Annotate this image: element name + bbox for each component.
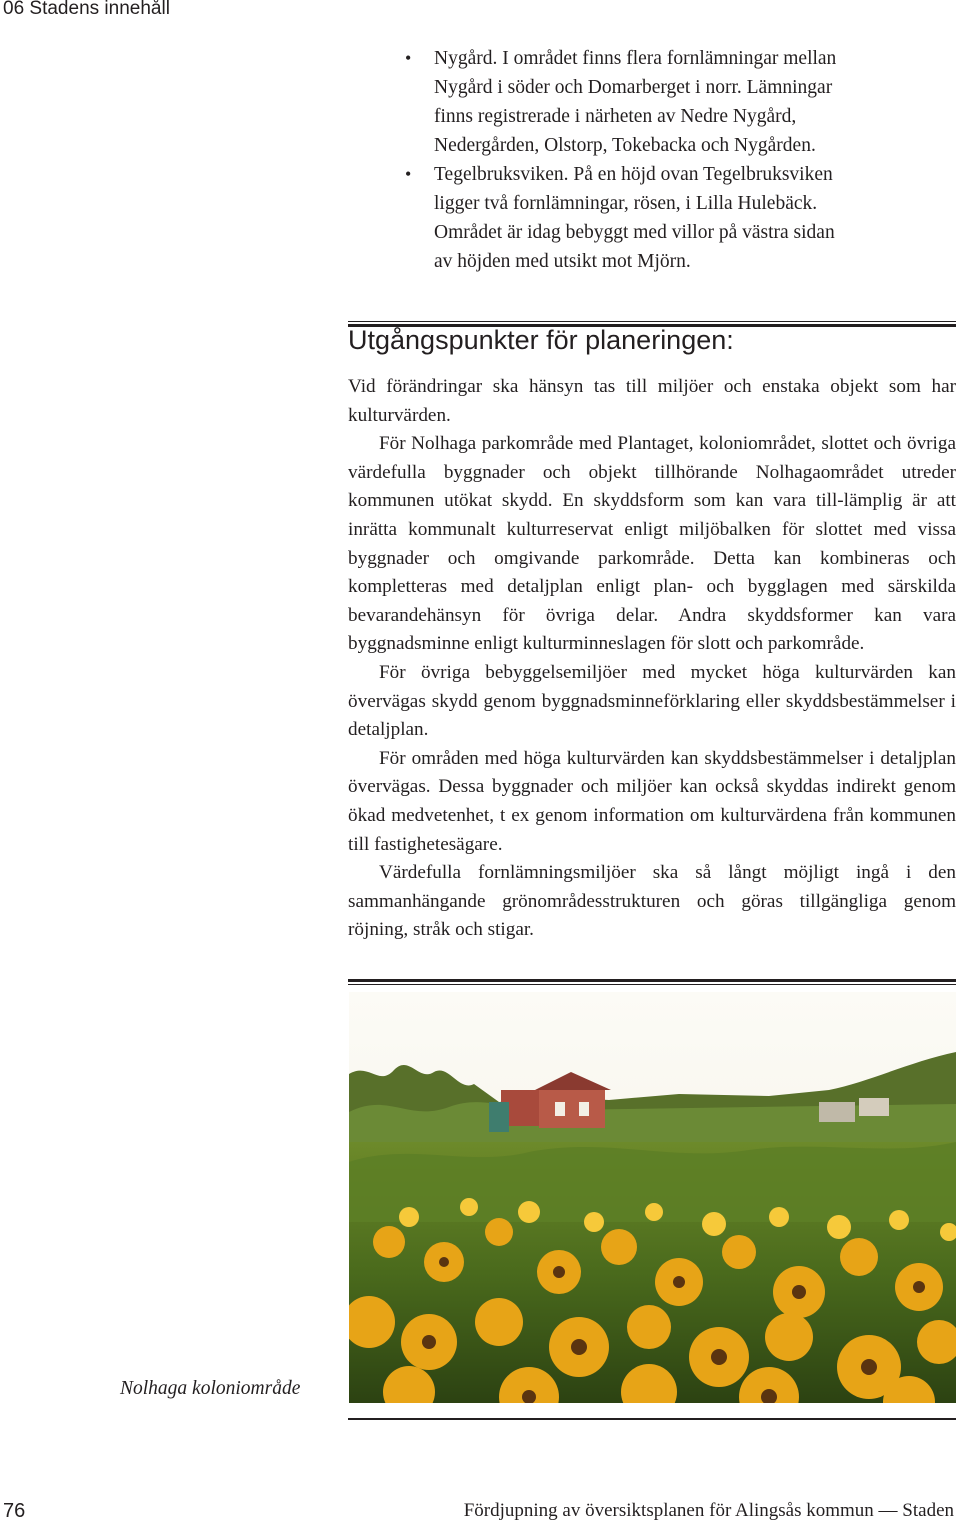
body-text bbox=[348, 373, 956, 945]
paragraph: Vid förändringar ska hänsyn tas till miljöer och enstaka objekt som har kulturvärden. bbox=[348, 376, 956, 426]
paragraph: Värdefulla fornlämningsmiljöer ska så långt möjligt ingå i den sammanhängande grönområdesstrukturen och göras tillgängliga genom röjning, stråk och stigar. bbox=[348, 862, 956, 941]
bullet-line: Tegelbruksviken. På en höjd ovan Tegelbruksviken bbox=[434, 164, 833, 185]
garden-photo bbox=[349, 992, 956, 1403]
section-bottom-divider bbox=[348, 979, 956, 985]
bullet-line: av höjden med utsikt mot Mjörn. bbox=[434, 251, 691, 272]
list-item bbox=[400, 160, 920, 276]
paragraph: För övriga bebyggelsemiljöer med mycket höga kulturvärden kan övervägas skydd genom byggnadsminneförklaring eller skyddsbestämmelser i detaljplan. bbox=[348, 661, 956, 741]
page-number: 76 bbox=[3, 1500, 26, 1522]
list-item bbox=[400, 44, 920, 160]
bullet-line: Området är idag bebyggt med villor på västra sidan bbox=[434, 222, 835, 243]
section-title: 06 Stadens innehåll bbox=[3, 0, 170, 19]
section-heading: Utgångspunkter för planeringen: bbox=[348, 325, 734, 355]
bullet-list bbox=[400, 44, 920, 276]
bullet-line: Nedergården, Olstorp, Tokebacka och Nygården. bbox=[434, 135, 816, 156]
paragraph: För områden med höga kulturvärden kan skyddsbestämmelser i detaljplan övervägas. Dessa byggnader och miljöer kan också skyddas indirekt genom ökad medvetenhet, t ex genom information om kulturvärdena från kommunen till fastighetesägare. bbox=[348, 747, 956, 855]
photo-caption: Nolhaga koloniområde bbox=[120, 1378, 301, 1399]
bullet-line: ligger två fornlämningar, rösen, i Lilla Hulebäck. bbox=[434, 193, 818, 214]
bullet-icon: • bbox=[405, 164, 412, 184]
caption-divider bbox=[348, 1418, 956, 1420]
bullet-icon: • bbox=[405, 48, 412, 68]
bullet-line: finns registrerade i närheten av Nedre Nygård, bbox=[434, 106, 797, 127]
footer-title: Fördjupning av översiktsplanen för Alingsås kommun — Staden bbox=[463, 1500, 954, 1521]
bullet-line: Nygård. I området finns flera fornlämningar mellan bbox=[434, 48, 837, 69]
bullet-line: Nygård i söder och Domarberget i norr. Lämningar bbox=[434, 77, 833, 98]
paragraph: För Nolhaga parkområde med Plantaget, koloniområdet, slottet och övriga värdefulla byggnader och objekt tillhörande Nolhagaområdet utreder kommunen utökat skydd. En skyddsform som kan vara till-lämplig är att inrätta kommunalt kulturreservat enligt miljöbalken för slottet med vissa byggnader och omgivande parkområde. Detta kan kombineras och kompletteras med detaljplan enligt plan- och bygglagen med särskilda bevarandehänsyn för övriga delar. Andra skyddsformer kan vara byggnadsminne enligt kulturminneslagen för slott och parkområde. bbox=[348, 433, 956, 655]
